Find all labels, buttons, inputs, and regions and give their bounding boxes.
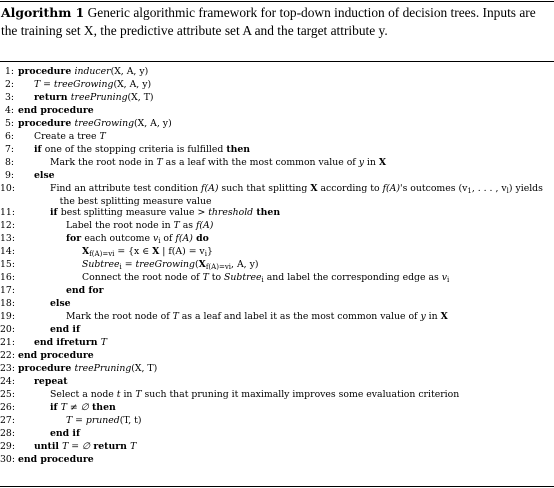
line-code <box>50 206 280 219</box>
code-token: f(A) <box>175 233 193 244</box>
line-number: 4: <box>4 105 14 116</box>
line-number: 22: <box>0 350 15 361</box>
line-number: 7: <box>4 144 14 155</box>
code-token: best splitting measure value > <box>60 207 209 218</box>
algorithm-line <box>0 375 554 388</box>
algorithm-line <box>0 336 554 349</box>
code-token: to <box>208 272 225 283</box>
code-token: threshold <box>208 207 254 218</box>
algorithm-caption <box>1 4 551 39</box>
code-token: as a leaf and label it as the most common value of <box>178 311 421 322</box>
code-token: end if <box>34 337 64 348</box>
code-token: ) yields <box>508 183 543 194</box>
line-number: 24: <box>0 376 15 387</box>
algorithm-line <box>0 323 554 336</box>
code-token: Find an attribute test condition <box>50 183 202 194</box>
line-code <box>34 375 68 388</box>
code-token: (T, t) <box>119 415 142 426</box>
code-token: v <box>441 272 447 283</box>
code-token: for <box>66 233 85 244</box>
code-token: of <box>160 233 176 244</box>
code-token: T ≠ ∅ <box>60 402 89 413</box>
code-token: T = ∅ <box>62 441 91 452</box>
line-code <box>34 336 107 349</box>
code-token: y <box>420 311 426 322</box>
code-token: f(A)=v <box>89 250 113 258</box>
line-number: 10: <box>0 183 15 194</box>
code-token: treeGrowing <box>74 118 135 129</box>
code-token: T <box>99 131 106 142</box>
algorithm-line <box>0 427 554 440</box>
line-number: 30: <box>0 454 15 465</box>
code-token: i <box>228 263 232 271</box>
code-token: Mark the root node of <box>66 311 173 322</box>
algorithm-line <box>0 245 554 258</box>
code-token: as a leaf with the most common value of <box>162 157 359 168</box>
code-token: procedure <box>18 118 75 129</box>
code-token: (X, T) <box>131 363 158 374</box>
line-code <box>18 104 94 117</box>
algorithm-line <box>0 453 554 466</box>
bottom-rule <box>0 486 554 487</box>
code-token: Select a node <box>50 389 117 400</box>
code-token: treePruning <box>74 363 132 374</box>
algorithm-line <box>0 91 554 104</box>
line-number: 2: <box>4 79 14 90</box>
line-code <box>18 453 94 466</box>
code-token: f(A) <box>195 220 214 231</box>
line-code <box>34 78 151 91</box>
code-token: until <box>34 441 63 452</box>
code-token: i <box>261 276 264 284</box>
code-token: i <box>119 263 122 271</box>
line-code <box>66 219 213 232</box>
line-number: 8: <box>4 157 14 168</box>
algorithm-line <box>0 182 554 195</box>
code-token: repeat <box>34 376 68 387</box>
code-token: X <box>310 183 318 194</box>
line-number: 3: <box>4 92 14 103</box>
algorithm-line <box>0 401 554 414</box>
algorithm-line <box>0 117 554 130</box>
line-code <box>34 130 106 143</box>
code-token: 's outcomes (v <box>400 183 468 194</box>
code-token: such that splitting <box>218 183 311 194</box>
code-token: treePruning <box>70 92 128 103</box>
code-token: then <box>88 402 116 413</box>
code-token: , . . . , v <box>471 183 507 194</box>
code-token: X <box>198 259 206 270</box>
code-token: f(A) <box>382 183 401 194</box>
code-token: Label the root node in <box>66 220 174 231</box>
line-code <box>50 297 71 310</box>
code-token: f(A)=v <box>205 263 229 271</box>
code-token: T <box>100 337 107 348</box>
top-rule <box>0 1 554 2</box>
code-token: in <box>363 157 379 168</box>
code-token: return <box>63 337 101 348</box>
code-token: X <box>440 311 448 322</box>
line-number: 6: <box>4 131 14 142</box>
code-token: if <box>50 207 61 218</box>
code-token: i <box>446 276 450 284</box>
line-number: 16: <box>0 272 15 283</box>
code-token: T = <box>34 79 54 90</box>
algorithm-line <box>0 78 554 91</box>
line-number: 28: <box>0 428 15 439</box>
algorithm-lines <box>0 65 554 466</box>
code-token: i <box>204 250 207 258</box>
code-token: f(A) <box>201 183 219 194</box>
code-token: 1 <box>467 187 472 195</box>
line-number: 11: <box>0 207 15 218</box>
line-code <box>50 427 80 440</box>
code-token: l <box>506 187 509 195</box>
code-token: y <box>358 157 364 168</box>
line-number: 29: <box>0 441 15 452</box>
line-number: 21: <box>0 337 15 348</box>
code-token: end procedure <box>18 105 94 116</box>
line-code <box>18 117 172 130</box>
algorithm-line <box>0 195 554 206</box>
code-token: such that pruning it maximally improves some evaluation criterion <box>141 389 460 400</box>
code-token: X <box>82 246 90 257</box>
code-token: i <box>112 250 115 258</box>
algorithm-line <box>0 349 554 362</box>
algorithm-line <box>0 104 554 117</box>
code-token: T <box>130 441 137 452</box>
algorithm-line <box>0 271 554 284</box>
code-token: Mark the root node in <box>50 157 157 168</box>
line-number: 25: <box>0 389 15 400</box>
code-token: end procedure <box>18 350 94 361</box>
code-token: (X, A, y) <box>134 118 172 129</box>
algorithm-line <box>0 206 554 219</box>
line-number: 14: <box>0 246 15 257</box>
code-token: inducer <box>74 66 111 77</box>
code-token: return <box>34 92 71 103</box>
line-code <box>66 284 104 297</box>
code-token: T <box>202 272 209 283</box>
line-number: 13: <box>0 233 15 244</box>
code-token: T <box>172 311 179 322</box>
code-token: Connect the root node of <box>82 272 203 283</box>
code-token: T <box>156 157 163 168</box>
algorithm-line <box>0 219 554 232</box>
code-token: do <box>192 233 209 244</box>
code-token: and label the corresponding edge as <box>263 272 442 283</box>
code-token: Create a tree <box>34 131 100 142</box>
caption-rule <box>0 61 554 62</box>
caption-label: Algorithm 1 <box>1 5 85 20</box>
code-token: (X, T) <box>127 92 154 103</box>
code-token: according to <box>317 183 383 194</box>
line-code <box>34 143 250 156</box>
code-token: treeGrowing <box>135 259 195 270</box>
algorithm-line <box>0 414 554 427</box>
code-token: if <box>34 144 45 155</box>
line-code <box>50 323 80 336</box>
code-token: end if <box>50 324 80 335</box>
line-code <box>18 65 148 78</box>
line-number: 9: <box>4 170 14 181</box>
algorithm-line <box>0 440 554 453</box>
algorithm-line <box>0 258 554 271</box>
line-number: 5: <box>4 118 14 129</box>
line-code <box>50 388 459 401</box>
code-token: procedure <box>18 363 75 374</box>
code-token: T = <box>66 415 86 426</box>
code-token: Subtree <box>82 259 120 270</box>
code-token: in <box>120 389 136 400</box>
code-token: end if <box>50 428 80 439</box>
line-number: 18: <box>0 298 15 309</box>
line-number: 19: <box>0 311 15 322</box>
code-token: if <box>50 402 61 413</box>
line-code <box>66 310 448 323</box>
code-token: T <box>135 389 142 400</box>
line-number: 12: <box>0 220 15 231</box>
line-number: 20: <box>0 324 15 335</box>
code-token: (X, A, y) <box>110 66 149 77</box>
code-token: , A, y) <box>231 259 259 270</box>
line-code <box>18 362 157 375</box>
code-token: one of the stopping criteria is fulfilled <box>44 144 227 155</box>
algorithm-line <box>0 284 554 297</box>
code-token: | f(A) = v <box>159 246 205 257</box>
line-code <box>50 156 386 169</box>
code-token: (X, A, y) <box>113 79 152 90</box>
code-token: = <box>121 259 136 270</box>
algorithm-line <box>0 65 554 78</box>
line-code <box>34 440 136 453</box>
code-token: pruned <box>85 415 120 426</box>
line-number: 15: <box>0 259 15 270</box>
algorithm-line <box>0 169 554 182</box>
code-token: else <box>50 298 71 309</box>
code-token: t <box>116 389 121 400</box>
code-token: } <box>206 246 213 257</box>
code-token: ( <box>194 259 199 270</box>
algorithm-line <box>0 388 554 401</box>
algorithm-line <box>0 310 554 323</box>
code-token: end procedure <box>18 454 94 465</box>
line-number: 23: <box>0 363 15 374</box>
algorithm-line <box>0 232 554 245</box>
line-number: 27: <box>0 415 15 426</box>
line-code <box>18 349 94 362</box>
line-code <box>34 169 55 182</box>
code-token: then <box>226 144 251 155</box>
line-number: 26: <box>0 402 15 413</box>
line-code <box>34 91 154 104</box>
code-token: procedure <box>18 66 75 77</box>
line-number: 1: <box>4 66 14 77</box>
line-code <box>50 401 116 414</box>
code-token: i <box>158 237 161 245</box>
code-token: X <box>152 246 160 257</box>
code-token: v <box>152 233 159 244</box>
caption-text: Generic algorithmic framework for top-down induction of decision trees. Inputs are the training set X, the predictive attribute set A and the target attribute y. <box>1 5 536 38</box>
line-number: 17: <box>0 285 15 296</box>
code-token: treeGrowing <box>53 79 114 90</box>
code-token: Subtree <box>224 272 262 283</box>
code-token: end for <box>66 285 104 296</box>
code-token: else <box>34 170 55 181</box>
code-token: then <box>253 207 281 218</box>
code-token: as <box>179 220 196 231</box>
line-code <box>66 414 141 427</box>
code-token: = {x ∈ <box>114 246 153 257</box>
code-token: return <box>90 441 131 452</box>
code-token: in <box>425 311 441 322</box>
algorithm-line <box>0 156 554 169</box>
algorithm-line <box>0 362 554 375</box>
algorithm-line <box>0 130 554 143</box>
algorithm-line <box>0 143 554 156</box>
algorithm-line <box>0 297 554 310</box>
code-token: X <box>378 157 387 168</box>
code-token: each outcome <box>84 233 153 244</box>
code-token: the best splitting measure value <box>59 196 212 207</box>
code-token: T <box>173 220 180 231</box>
